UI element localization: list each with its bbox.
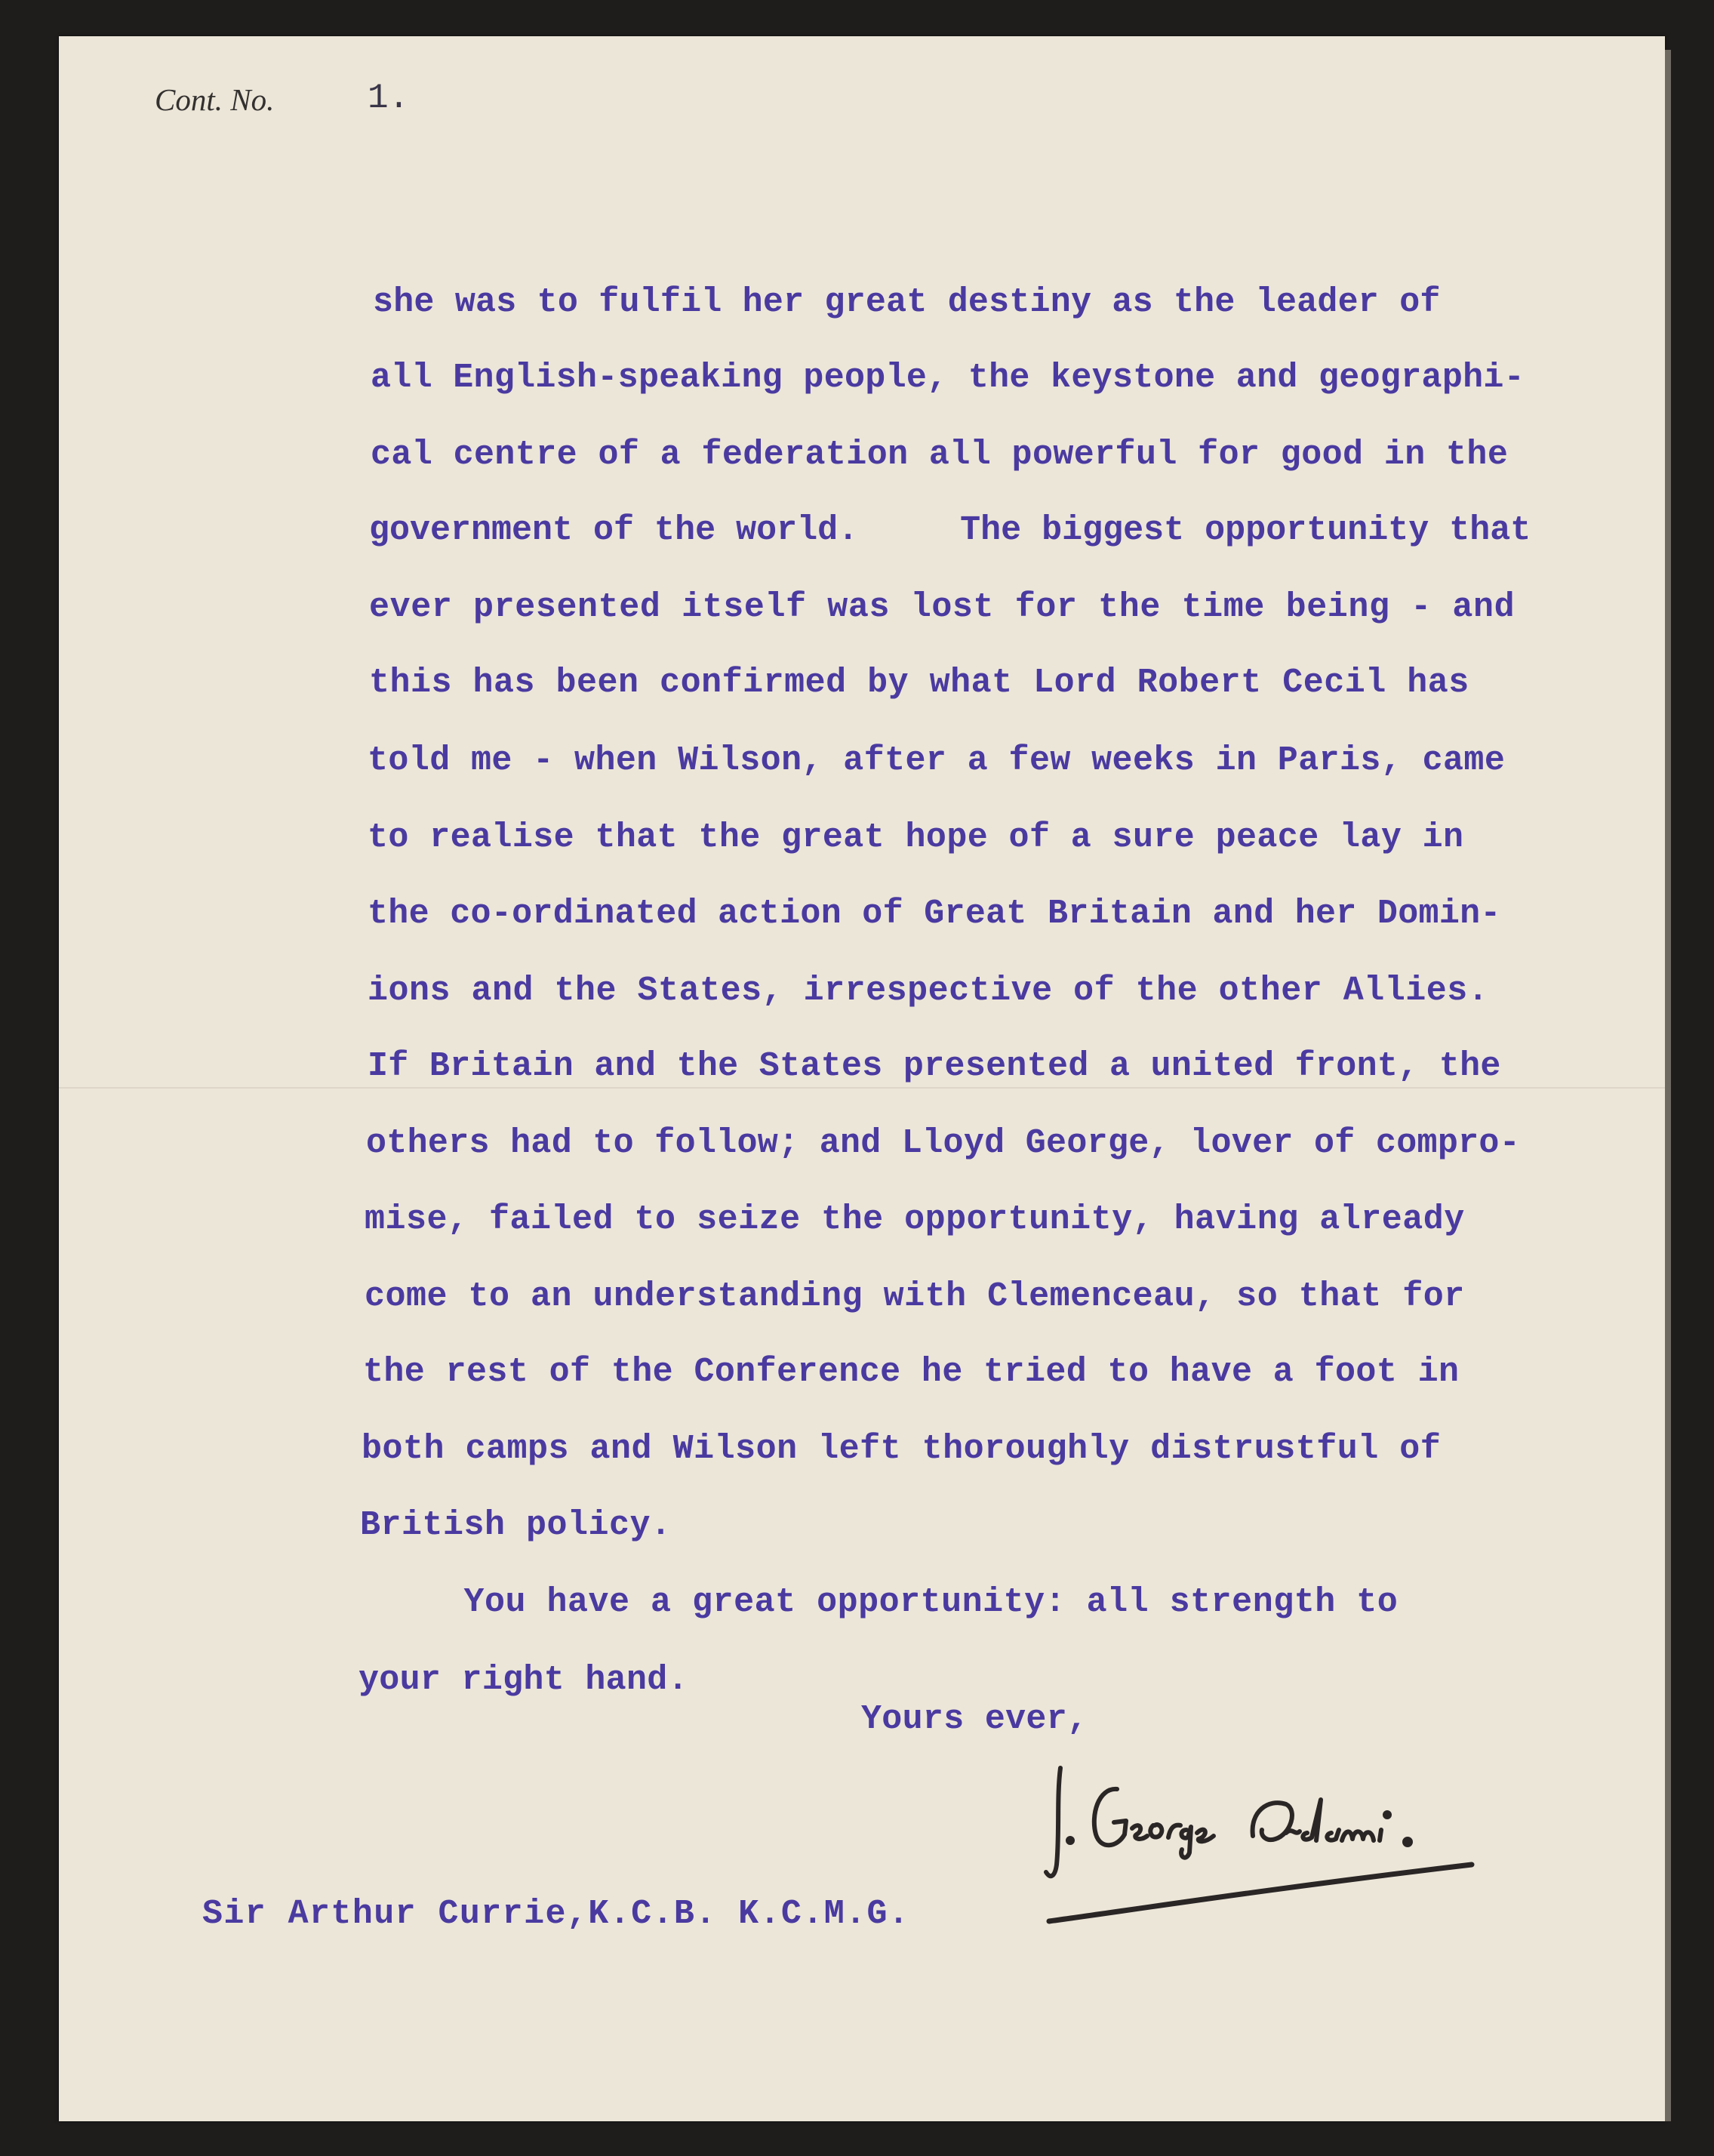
body-line: ever presented itself was lost for the time being - and <box>369 588 1516 627</box>
body-line: come to an understanding with Clemenceau, so that for <box>365 1277 1465 1316</box>
body-line: If Britain and the States presented a united front, the <box>368 1047 1501 1086</box>
valediction: Yours ever, <box>861 1700 1088 1739</box>
closing-line: your right hand. <box>358 1661 688 1699</box>
body-line: the co-ordinated action of Great Britain and her Domin- <box>368 895 1501 933</box>
page-number: 1. <box>368 79 410 118</box>
body-line: all English-speaking people, the keystone and geographi- <box>371 359 1525 397</box>
body-line: this has been confirmed by what Lord Robert Cecil has <box>369 664 1469 702</box>
body-line: cal centre of a federation all powerful for good in the <box>371 436 1509 474</box>
body-line: the rest of the Conference he tried to have a foot in <box>363 1353 1460 1391</box>
continuation-label: Cont. No. <box>155 82 275 117</box>
addressee: Sir Arthur Currie,K.C.B. K.C.M.G. <box>202 1895 910 1933</box>
body-line: British policy. <box>360 1506 672 1545</box>
closing-line: You have a great opportunity: all strength to <box>360 1583 1399 1622</box>
body-line: ions and the States, irrespective of the other Allies. <box>368 972 1489 1010</box>
body-line: mise, failed to seize the opportunity, having already <box>365 1200 1465 1239</box>
body-line: she was to fulfil her great destiny as the leader of <box>373 283 1441 322</box>
sheet-edge-shadow <box>1665 50 1671 2121</box>
body-line: to realise that the great hope of a sure peace lay in <box>368 818 1464 857</box>
body-line: both camps and Wilson left thoroughly distrustful of <box>362 1430 1442 1468</box>
body-line: told me - when Wilson, after a few weeks in Paris, came <box>368 741 1506 780</box>
signature-underline <box>1042 1850 1494 1940</box>
paper-fold <box>59 1087 1665 1089</box>
body-line: government of the world. The biggest opportunity that <box>369 511 1531 550</box>
body-line: others had to follow; and Lloyd George, lover of compro- <box>366 1124 1521 1163</box>
